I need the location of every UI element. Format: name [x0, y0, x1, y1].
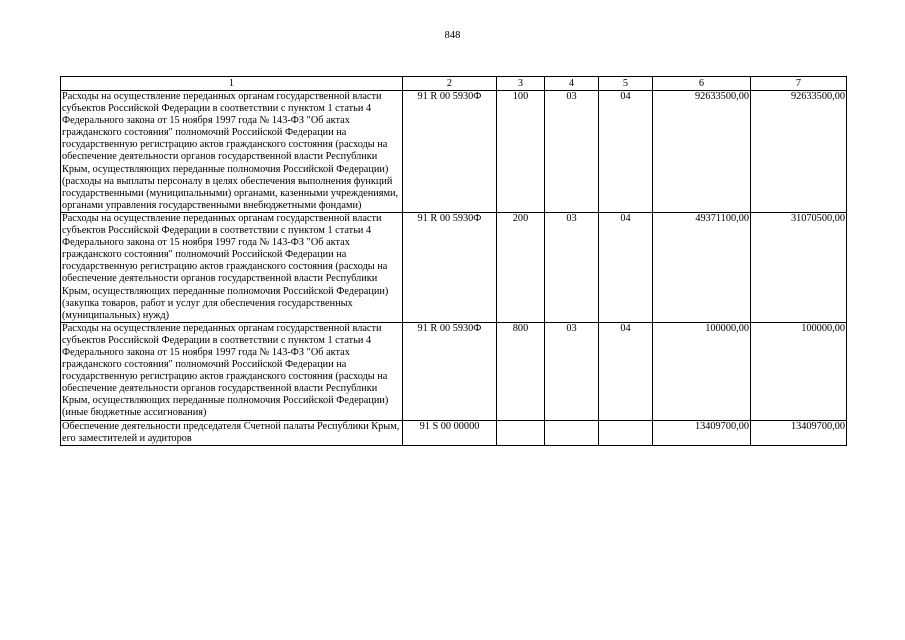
row-amount-7: 100000,00 — [751, 322, 847, 420]
row-description: Расходы на осуществление переданных органам государственной власти субъектов Российской Федерации в соответствии с пунктом 1 статьи 4 Федерального закона от 15 ноября 1997 года № 143-ФЗ "Об актах гражданского состояния" полномочий Российской Федерации на государственную регистрацию актов гражданского состояния (расходы на обеспечение деятельности органов государственной власти Республики Крым, осуществляющих переданные полномочия Российской Федерации) (иные бюджетные ассигнования) — [61, 322, 403, 420]
column-header-7: 7 — [751, 77, 847, 91]
row-amount-6: 13409700,00 — [653, 420, 751, 445]
table-row — [61, 420, 847, 445]
table-row — [61, 322, 847, 420]
row-amount-7: 31070500,00 — [751, 212, 847, 322]
column-header-6: 6 — [653, 77, 751, 91]
row-subsection — [599, 420, 653, 445]
row-expense-type: 800 — [497, 322, 545, 420]
row-expense-type: 200 — [497, 212, 545, 322]
column-header-5: 5 — [599, 77, 653, 91]
row-target-article: 91 R 00 5930Ф — [403, 91, 497, 213]
column-header-4: 4 — [545, 77, 599, 91]
row-description: Расходы на осуществление переданных органам государственной власти субъектов Российской Федерации в соответствии с пунктом 1 статьи 4 Федерального закона от 15 ноября 1997 года № 143-ФЗ "Об актах гражданского состояния" полномочий Российской Федерации на государственную регистрацию актов гражданского состояния (расходы на обеспечение деятельности органов государственной власти Республики Крым, осуществляющих переданные полномочия Российской Федерации) (закупка товаров, работ и услуг для обеспечения государственных (муниципальных) нужд) — [61, 212, 403, 322]
column-header-3: 3 — [497, 77, 545, 91]
row-subsection: 04 — [599, 212, 653, 322]
row-target-article: 91 S 00 00000 — [403, 420, 497, 445]
row-amount-6: 92633500,00 — [653, 91, 751, 213]
row-expense-type — [497, 420, 545, 445]
row-subsection: 04 — [599, 322, 653, 420]
row-target-article: 91 R 00 5930Ф — [403, 212, 497, 322]
row-description: Обеспечение деятельности председателя Счетной палаты Республики Крым, его заместителей и аудиторов — [61, 420, 403, 445]
row-section: 03 — [545, 91, 599, 213]
row-section: 03 — [545, 212, 599, 322]
row-amount-7: 92633500,00 — [751, 91, 847, 213]
row-amount-6: 49371100,00 — [653, 212, 751, 322]
table-row — [61, 212, 847, 322]
row-subsection: 04 — [599, 91, 653, 213]
row-expense-type: 100 — [497, 91, 545, 213]
page-number: 848 — [444, 30, 461, 41]
row-amount-7: 13409700,00 — [751, 420, 847, 445]
header-row — [61, 77, 847, 91]
budget-table — [60, 76, 847, 446]
row-section: 03 — [545, 322, 599, 420]
table-row — [61, 91, 847, 213]
row-description: Расходы на осуществление переданных органам государственной власти субъектов Российской Федерации в соответствии с пунктом 1 статьи 4 Федерального закона от 15 ноября 1997 года № 143-ФЗ "Об актах гражданского состояния" полномочий Российской Федерации на государственную регистрацию актов гражданского состояния (расходы на обеспечение деятельности органов государственной власти Республики Крым, осуществляющих переданные полномочия Российской Федерации) (расходы на выплаты персоналу в целях обеспечения выполнения функций государственными (муниципальными) органами, казенными учреждениями, органами управления государственными внебюджетными фондами) — [61, 91, 403, 213]
row-amount-6: 100000,00 — [653, 322, 751, 420]
column-header-1: 1 — [61, 77, 403, 91]
row-section — [545, 420, 599, 445]
column-header-2: 2 — [403, 77, 497, 91]
row-target-article: 91 R 00 5930Ф — [403, 322, 497, 420]
